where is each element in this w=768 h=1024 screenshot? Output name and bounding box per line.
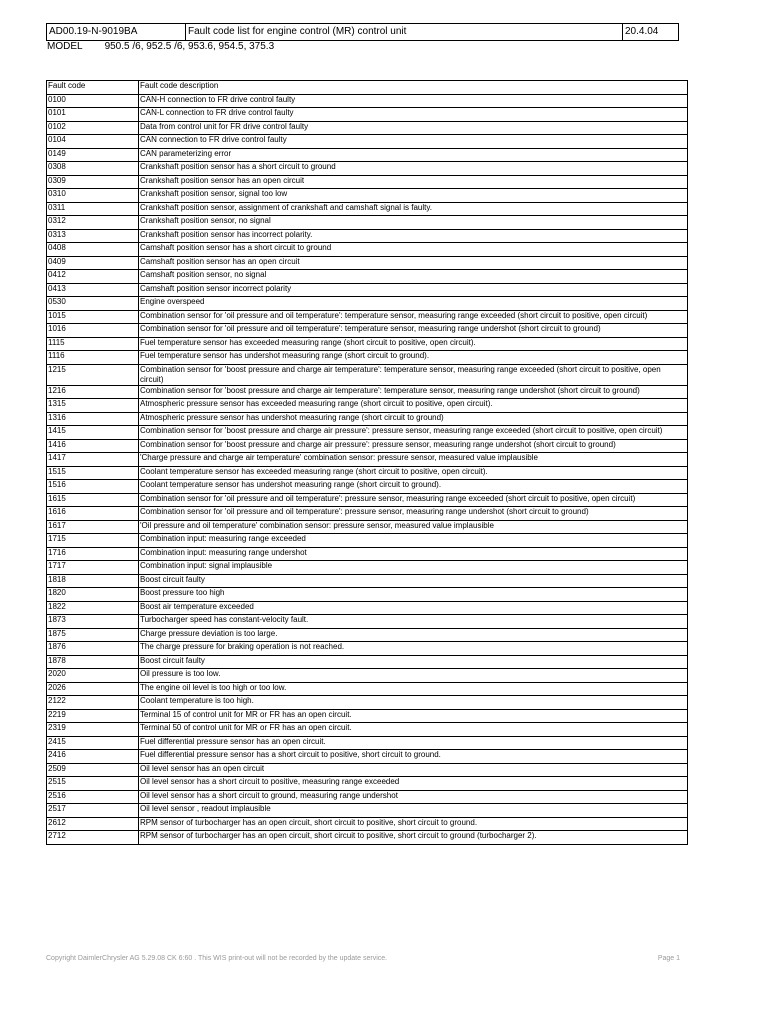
fault-code-cell: 2319 [47,723,139,737]
table-row [47,669,688,683]
fault-code-cell: 2509 [47,763,139,777]
fault-description-cell: Engine overspeed [139,297,688,311]
doc-date: 20.4.04 [625,26,659,37]
fault-code-cell: 1415 [47,426,139,440]
fault-description-cell: Combination sensor for 'oil pressure and oil temperature': pressure sensor, measuring range exceeded (short circuit to positive, open circuit) [139,493,688,507]
table-row [47,682,688,696]
table-row [47,270,688,284]
fault-code-cell: 2026 [47,682,139,696]
table-row [47,790,688,804]
fault-code-cell: 1617 [47,520,139,534]
fault-description-cell: Oil level sensor has a short circuit to positive, measuring range exceeded [139,777,688,791]
table-row [47,310,688,324]
fault-description-cell: Camshaft position sensor has a short circuit to ground [139,243,688,257]
fault-description-cell: Fuel differential pressure sensor has a short circuit to positive, short circuit to ground. [139,750,688,764]
fault-code-cell: 1875 [47,628,139,642]
fault-code-cell: 0100 [47,94,139,108]
fault-description-cell: Crankshaft position sensor has a short circuit to ground [139,162,688,176]
table-row [47,466,688,480]
fault-description-cell: Turbocharger speed has constant-velocity fault. [139,615,688,629]
fault-code-cell: 1876 [47,642,139,656]
fault-description-cell: Oil level sensor has a short circuit to ground, measuring range undershot [139,790,688,804]
fault-code-cell: 0530 [47,297,139,311]
model-line [47,41,274,53]
fault-code-cell: 1216 [47,385,139,399]
fault-code-cell: 2612 [47,817,139,831]
fault-code-cell: 2219 [47,709,139,723]
fault-description-cell: Combination input: measuring range exceeded [139,534,688,548]
table-row [47,351,688,365]
table-row [47,324,688,338]
table-row [47,534,688,548]
table-row [47,750,688,764]
fault-description-cell: Oil level sensor , readout implausible [139,804,688,818]
fault-code-cell: 1015 [47,310,139,324]
table-row [47,642,688,656]
fault-description-cell: The engine oil level is too high or too low. [139,682,688,696]
fault-code-cell: 1417 [47,453,139,467]
fault-description-cell: Combination sensor for 'boost pressure and charge air pressure': pressure sensor, measuring range undershot (short circuit to ground) [139,439,688,453]
doc-id: AD00.19-N-9019BA [47,24,186,40]
table-row [47,189,688,203]
fault-code-cell: 0309 [47,175,139,189]
fault-code-cell: 1315 [47,399,139,413]
fault-description-cell: The charge pressure for braking operation is not reached. [139,642,688,656]
table-row [47,94,688,108]
fault-description-cell: 'Oil pressure and oil temperature' combination sensor: pressure sensor, measured value implausible [139,520,688,534]
table-row [47,709,688,723]
table-row [47,135,688,149]
fault-code-cell: 0308 [47,162,139,176]
fault-code-cell: 0104 [47,135,139,149]
table-row [47,723,688,737]
fault-code-cell: 2516 [47,790,139,804]
table-row [47,696,688,710]
fault-code-cell: 1878 [47,655,139,669]
table-row [47,243,688,257]
fault-description-cell: Fuel temperature sensor has undershot measuring range (short circuit to ground). [139,351,688,365]
table-row [47,202,688,216]
fault-description-cell: Combination sensor for 'boost pressure and charge air temperature': temperature sensor, measuring range exceeded (short circuit to positive, open circuit) [139,364,688,385]
fault-description-cell: CAN-H connection to FR drive control faulty [139,94,688,108]
table-row [47,108,688,122]
fault-code-cell: 1516 [47,480,139,494]
fault-code-cell: 1616 [47,507,139,521]
table-row [47,493,688,507]
table-row [47,628,688,642]
fault-code-cell: 1215 [47,364,139,385]
fault-code-cell: 0101 [47,108,139,122]
fault-description-cell: Combination input: measuring range undershot [139,547,688,561]
fault-code-cell: 2712 [47,831,139,845]
fault-code-table-body [47,81,688,845]
fault-description-cell: Camshaft position sensor incorrect polarity [139,283,688,297]
table-header-row [47,81,688,95]
fault-description-cell: Combination sensor for 'oil pressure and oil temperature': pressure sensor, measuring range undershot (short circuit to ground) [139,507,688,521]
fault-description-cell: Crankshaft position sensor, assignment of crankshaft and camshaft signal is faulty. [139,202,688,216]
header-fault-description: Fault code description [139,81,688,95]
fault-description-cell: Camshaft position sensor has an open circuit [139,256,688,270]
fault-code-cell: 1820 [47,588,139,602]
fault-description-cell: Boost circuit faulty [139,655,688,669]
fault-description-cell: Atmospheric pressure sensor has exceeded measuring range (short circuit to positive, open circuit). [139,399,688,413]
table-row [47,763,688,777]
fault-description-cell: Terminal 50 of control unit for MR or FR has an open circuit. [139,723,688,737]
table-row [47,831,688,845]
fault-code-cell: 0310 [47,189,139,203]
fault-description-cell: Crankshaft position sensor, no signal [139,216,688,230]
table-row [47,399,688,413]
header-fault-code: Fault code [47,81,139,95]
fault-code-cell: 2416 [47,750,139,764]
table-row [47,736,688,750]
fault-description-cell: Fuel temperature sensor has exceeded measuring range (short circuit to positive, open circuit). [139,337,688,351]
table-row [47,439,688,453]
fault-code-cell: 0149 [47,148,139,162]
model-value: 950.5 /6, 952.5 /6, 953.6, 954.5, 375.3 [104,41,275,52]
fault-code-cell: 1416 [47,439,139,453]
table-row [47,547,688,561]
fault-description-cell: CAN connection to FR drive control faulty [139,135,688,149]
fault-code-cell: 1116 [47,351,139,365]
fault-code-cell: 1822 [47,601,139,615]
table-row [47,297,688,311]
fault-code-cell: 2020 [47,669,139,683]
fault-description-cell: Boost air temperature exceeded [139,601,688,615]
table-row [47,216,688,230]
fault-description-cell: Crankshaft position sensor has incorrect polarity. [139,229,688,243]
fault-description-cell: Camshaft position sensor, no signal [139,270,688,284]
table-row [47,426,688,440]
fault-code-cell: 0313 [47,229,139,243]
table-row [47,574,688,588]
document-header [46,23,679,41]
table-row [47,256,688,270]
fault-description-cell: Crankshaft position sensor has an open circuit [139,175,688,189]
fault-code-cell: 1316 [47,412,139,426]
table-row [47,385,688,399]
fault-code-cell: 1515 [47,466,139,480]
footer-page-number: Page 1 [657,955,680,962]
table-row [47,175,688,189]
table-row [47,148,688,162]
table-row [47,412,688,426]
table-row [47,507,688,521]
table-row [47,817,688,831]
fault-description-cell: Data from control unit for FR drive control faulty [139,121,688,135]
fault-code-cell: 0311 [47,202,139,216]
model-label: MODEL [47,41,83,52]
footer-copyright: Copyright DaimlerChrysler AG 5.29.08 CK 6:60 . This WIS print-out will not be recorded by the update service. [46,955,388,962]
fault-code-cell: 2515 [47,777,139,791]
table-row [47,283,688,297]
fault-description-cell: RPM sensor of turbocharger has an open circuit, short circuit to positive, short circuit to ground. [139,817,688,831]
fault-code-cell: 2122 [47,696,139,710]
fault-description-cell: 'Charge pressure and charge air temperature' combination sensor: pressure sensor, measured value implausible [139,453,688,467]
fault-description-cell: CAN parameterizing error [139,148,688,162]
fault-code-cell: 1873 [47,615,139,629]
table-row [47,777,688,791]
table-row [47,520,688,534]
table-row [47,229,688,243]
table-row [47,480,688,494]
fault-description-cell: Fuel differential pressure sensor has an open circuit. [139,736,688,750]
fault-description-cell: CAN-L connection to FR drive control faulty [139,108,688,122]
fault-description-cell: Combination input: signal implausible [139,561,688,575]
table-row [47,615,688,629]
table-row [47,337,688,351]
fault-code-cell: 0413 [47,283,139,297]
fault-code-cell: 1716 [47,547,139,561]
table-row [47,121,688,135]
fault-description-cell: Oil level sensor has an open circuit [139,763,688,777]
fault-description-cell: Coolant temperature sensor has exceeded measuring range (short circuit to positive, open circuit). [139,466,688,480]
fault-code-cell: 1818 [47,574,139,588]
fault-code-cell: 1115 [47,337,139,351]
table-row [47,162,688,176]
fault-description-cell: Atmospheric pressure sensor has undershot measuring range (short circuit to ground) [139,412,688,426]
fault-description-cell: Combination sensor for 'oil pressure and oil temperature': temperature sensor, measuring range undershot (short circuit to ground) [139,324,688,338]
fault-description-cell: Boost circuit faulty [139,574,688,588]
fault-code-cell: 2415 [47,736,139,750]
fault-description-cell: RPM sensor of turbocharger has an open circuit, short circuit to positive, short circuit to ground (turbocharger 2). [139,831,688,845]
fault-code-table [46,80,688,845]
fault-code-cell: 0412 [47,270,139,284]
fault-description-cell: Combination sensor for 'boost pressure and charge air pressure': pressure sensor, measuring range exceeded (short circuit to positive, open circuit) [139,426,688,440]
fault-code-cell: 2517 [47,804,139,818]
fault-description-cell: Crankshaft position sensor, signal too low [139,189,688,203]
table-row [47,804,688,818]
fault-description-cell: Charge pressure deviation is too large. [139,628,688,642]
page-footer [46,955,680,963]
table-row [47,453,688,467]
fault-code-cell: 1715 [47,534,139,548]
fault-code-cell: 1016 [47,324,139,338]
fault-description-cell: Oil pressure is too low. [139,669,688,683]
fault-code-cell: 0408 [47,243,139,257]
fault-description-cell: Terminal 15 of control unit for MR or FR has an open circuit. [139,709,688,723]
fault-code-cell: 1615 [47,493,139,507]
fault-code-cell: 0409 [47,256,139,270]
fault-code-cell: 0102 [47,121,139,135]
doc-title: Fault code list for engine control (MR) control unit [186,24,623,40]
fault-description-cell: Coolant temperature sensor has undershot measuring range (short circuit to ground). [139,480,688,494]
table-row [47,588,688,602]
table-row [47,655,688,669]
table-row [47,561,688,575]
fault-code-cell: 0312 [47,216,139,230]
fault-description-cell: Boost pressure too high [139,588,688,602]
table-row [47,601,688,615]
fault-description-cell: Combination sensor for 'oil pressure and oil temperature': temperature sensor, measuring range exceeded (short circuit to positive, open circuit) [139,310,688,324]
fault-description-cell: Coolant temperature is too high. [139,696,688,710]
table-row [47,364,688,385]
fault-description-cell: Combination sensor for 'boost pressure and charge air temperature': temperature sensor, measuring range undershot (short circuit to ground) [139,385,688,399]
fault-code-cell: 1717 [47,561,139,575]
